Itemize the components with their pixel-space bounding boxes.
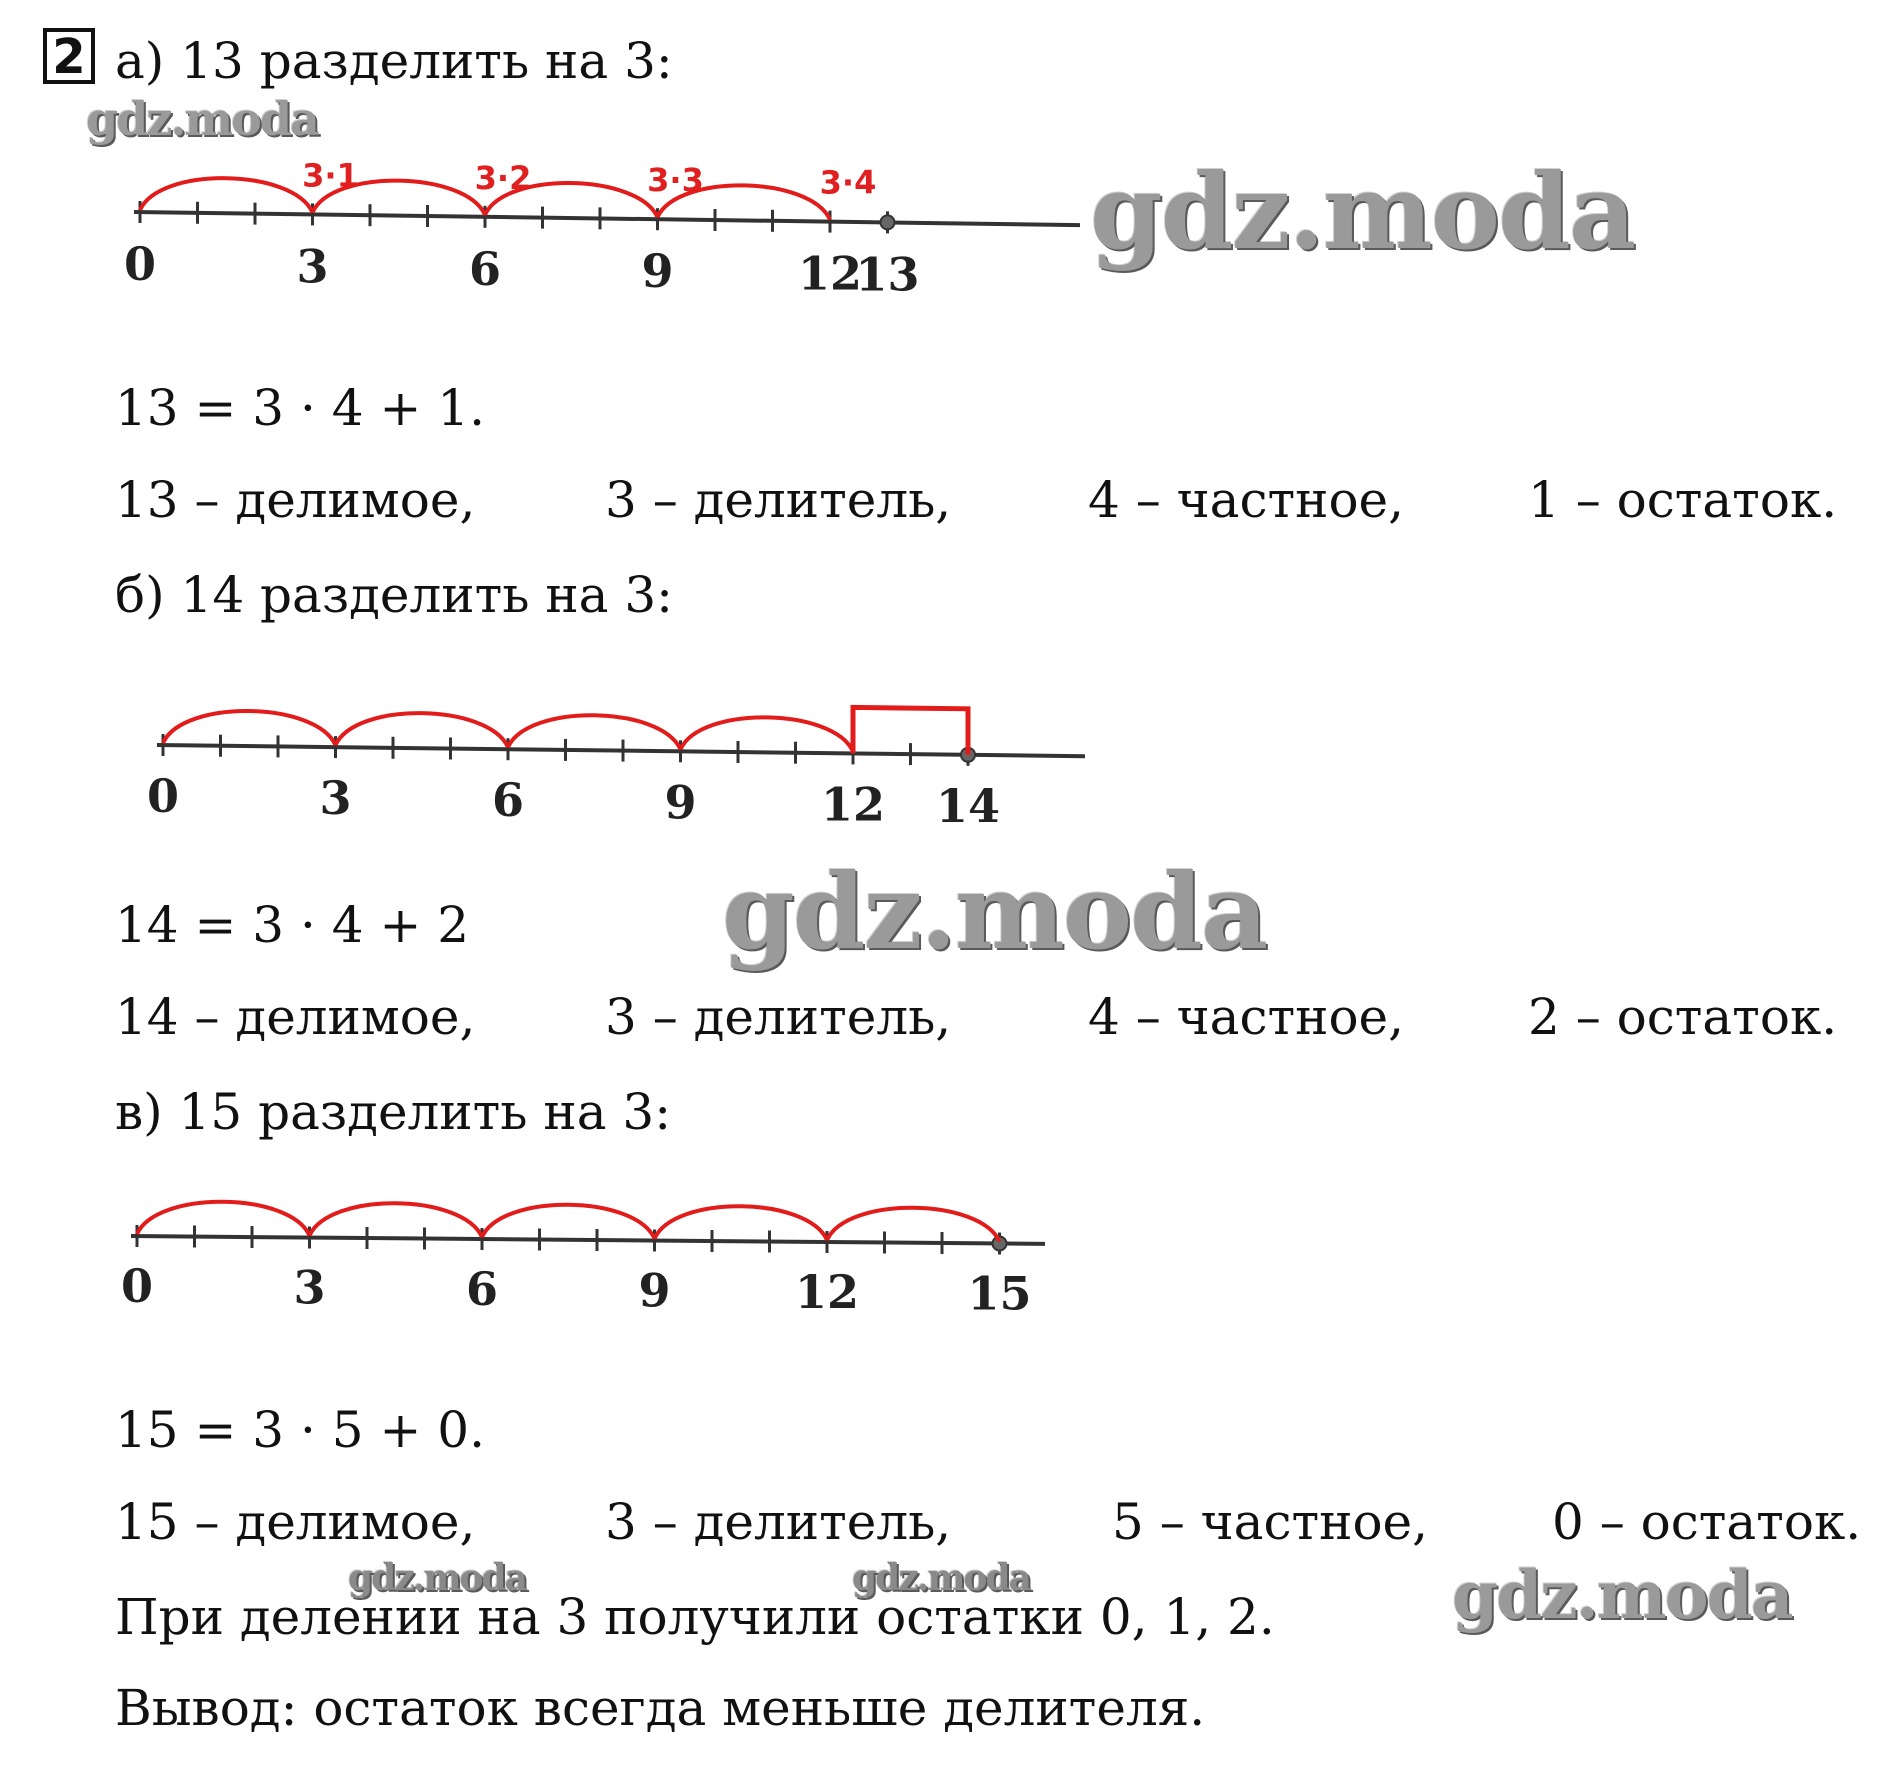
part-c-dividend: 15 – делимое, [115, 1493, 476, 1551]
part-a-quotient: 4 – частное, [1088, 471, 1405, 529]
tick-label-6: 6 [468, 241, 502, 296]
tick-label-3: 3 [296, 239, 329, 294]
part-a-heading: а) 13 разделить на 3: [115, 32, 673, 90]
tick-label-6: 6 [491, 773, 525, 828]
part-b-heading: б) 14 разделить на 3: [115, 566, 674, 624]
tick-label-0: 0 [123, 237, 157, 291]
tick-label-14: 14 [935, 778, 1001, 833]
watermark-medium: gdz.moda [1452, 1556, 1792, 1634]
jump-label-2: 3·2 [474, 158, 532, 197]
part-b-remainder: 2 – остаток. [1528, 988, 1838, 1046]
jump-label-3: 3·3 [647, 161, 704, 200]
tick-label-9: 9 [638, 1263, 671, 1318]
part-c-remainder: 0 – остаток. [1552, 1493, 1862, 1551]
jump-arc [482, 1205, 655, 1239]
jump-label-1: 3·1 [302, 156, 359, 195]
part-b-quotient: 4 – частное, [1088, 988, 1405, 1046]
problem-number: 2 [43, 28, 95, 84]
watermark-large-a: gdz.moda [1090, 150, 1635, 273]
watermark-small-top: gdz.moda [86, 92, 318, 146]
part-c-heading: в) 15 разделить на 3: [115, 1083, 672, 1141]
jump-arc [827, 1208, 1000, 1242]
tick-label-6: 6 [465, 1262, 499, 1316]
tick-label-0: 0 [120, 1259, 154, 1313]
watermark-large-b: gdz.moda [722, 850, 1267, 973]
part-c-quotient: 5 – частное, [1112, 1493, 1429, 1551]
jump-arc [655, 1206, 828, 1240]
part-b-divisor: 3 – делитель, [605, 988, 952, 1046]
tick-label-0: 0 [146, 769, 180, 823]
summary-text: При делении на 3 получили остатки 0, 1, 2. [115, 1588, 1275, 1646]
tick-label-9: 9 [641, 244, 674, 299]
jump-arc [137, 1202, 310, 1236]
part-a-dividend: 13 – делимое, [115, 471, 476, 529]
tick-label-13: 13 [855, 247, 920, 302]
part-a-remainder: 1 – остаток. [1528, 471, 1838, 529]
part-c-divisor: 3 – делитель, [605, 1493, 952, 1551]
tick-label-3: 3 [293, 1260, 326, 1315]
part-c-equation: 15 = 3 · 5 + 0. [115, 1401, 485, 1459]
conclusion-text: Вывод: остаток всегда меньше делителя. [115, 1679, 1206, 1737]
watermark-small-2: gdz.moda [852, 1557, 1030, 1599]
tick-label-12: 12 [794, 1265, 860, 1319]
part-a-divisor: 3 – делитель, [605, 471, 952, 529]
tick-label-12: 12 [797, 246, 863, 301]
part-b-equation: 14 = 3 · 4 + 2 [115, 896, 470, 954]
tick-label-9: 9 [664, 775, 697, 830]
watermark-small-1: gdz.moda [348, 1557, 526, 1599]
tick-label-3: 3 [319, 771, 352, 826]
jump-arc [310, 1203, 483, 1237]
tick-label-15: 15 [967, 1266, 1032, 1321]
part-a-equation: 13 = 3 · 4 + 1. [115, 379, 485, 437]
part-b-dividend: 14 – делимое, [115, 988, 476, 1046]
axis-line [131, 1236, 1045, 1244]
jump-label-4: 3·4 [819, 163, 877, 202]
tick-label-12: 12 [820, 777, 886, 832]
